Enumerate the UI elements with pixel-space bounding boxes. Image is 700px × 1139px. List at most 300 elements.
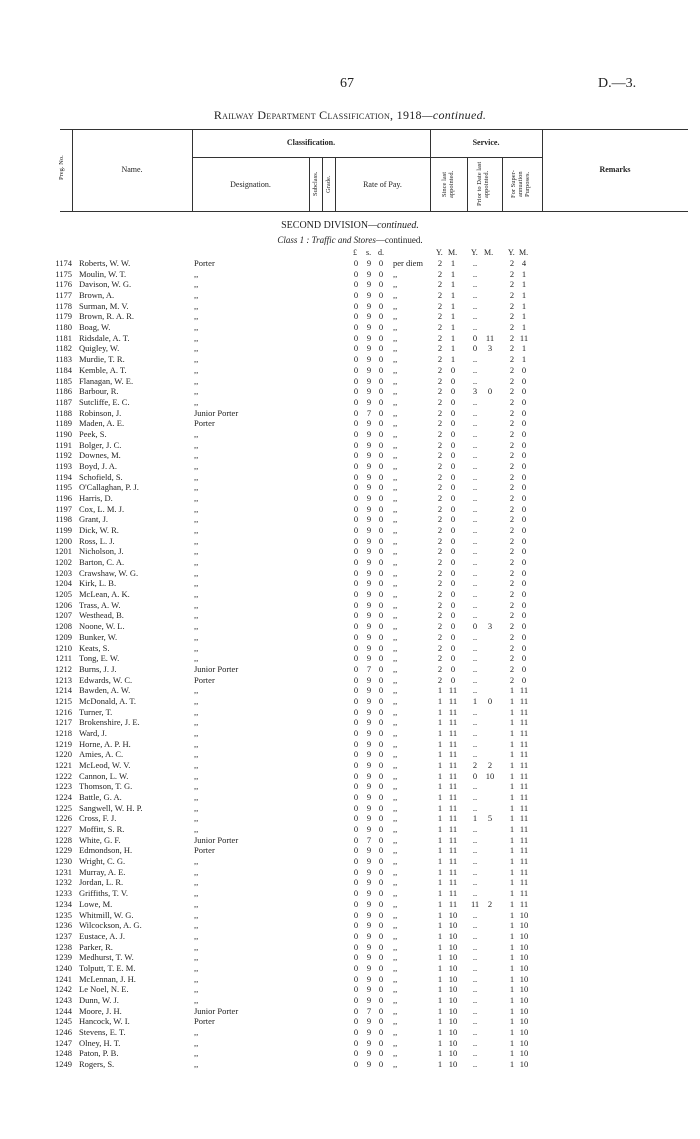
pay-basis-cell: ,, <box>393 386 398 397</box>
pay-pence-cell: 0 <box>378 482 384 493</box>
prior-years-cell: .. <box>472 546 478 557</box>
pay-basis-cell: ,, <box>393 738 398 749</box>
since-last-years-cell: 1 <box>437 685 443 696</box>
since-last-years-cell: 2 <box>437 407 443 418</box>
super-months-cell: 0 <box>521 460 527 471</box>
name-cell: Battle, G. A. <box>79 792 122 802</box>
table-row <box>0 781 700 791</box>
since-last-years-cell: 1 <box>437 1016 443 1027</box>
prior-years-cell: .. <box>472 493 478 503</box>
name-cell: Griffiths, T. V. <box>79 888 129 899</box>
super-years-cell: 2 <box>509 258 515 268</box>
super-years-cell: 1 <box>509 749 515 760</box>
designation-cell: ,, <box>194 546 199 557</box>
since-last-months-cell: 0 <box>450 407 456 418</box>
pay-pounds-cell: 0 <box>353 493 359 503</box>
super-months-cell: 10 <box>519 962 529 973</box>
name-cell: Brown, R. A. R. <box>79 311 135 322</box>
since-last-months-cell: 10 <box>448 994 458 1005</box>
since-last-months-cell: 1 <box>450 343 456 354</box>
super-years-cell: 2 <box>509 546 515 557</box>
since-last-years-cell: 2 <box>437 354 443 365</box>
preg-no-cell: 1215 <box>55 695 72 706</box>
name-cell: Brown, A. <box>79 290 115 300</box>
since-last-years-cell: 2 <box>437 674 443 685</box>
pay-pounds-cell: 0 <box>353 428 359 439</box>
since-last-years-cell: 1 <box>437 930 443 941</box>
pay-pence-cell: 0 <box>378 813 384 824</box>
super-years-cell: 2 <box>509 450 515 461</box>
since-last-years-cell: 1 <box>437 824 443 834</box>
unit-years-1: Y. <box>436 248 443 257</box>
pay-basis-cell: ,, <box>393 343 398 354</box>
prior-years-cell: .. <box>472 535 478 546</box>
preg-no-cell: 1242 <box>55 984 72 995</box>
pay-pounds-cell: 0 <box>353 738 359 749</box>
table-row <box>0 749 700 759</box>
pay-pounds-cell: 0 <box>353 375 359 386</box>
preg-no-cell: 1184 <box>55 364 72 375</box>
pay-pence-cell: 0 <box>378 428 384 439</box>
pay-shillings-cell: 9 <box>366 792 372 802</box>
pay-basis-cell: ,, <box>393 1048 398 1059</box>
prior-years-cell: 3 <box>472 386 478 397</box>
pay-pence-cell: 0 <box>378 1016 384 1027</box>
name-cell: Crawshaw, W. G. <box>79 567 139 578</box>
pay-shillings-cell: 9 <box>366 268 372 279</box>
table-row <box>0 931 700 941</box>
table-row <box>0 536 700 546</box>
pay-shillings-cell: 9 <box>366 535 372 546</box>
pay-shillings-cell: 9 <box>366 877 372 888</box>
since-last-years-cell: 2 <box>437 482 443 493</box>
designation-cell: ,, <box>194 599 199 610</box>
since-last-months-cell: 0 <box>450 653 456 664</box>
pay-basis-cell: ,, <box>393 428 398 439</box>
super-years-cell: 1 <box>509 888 515 899</box>
since-last-months-cell: 11 <box>448 738 458 749</box>
since-last-years-cell: 2 <box>437 418 443 429</box>
pay-pounds-cell: 0 <box>353 439 359 450</box>
since-last-years-cell: 2 <box>437 663 443 674</box>
super-months-cell: 0 <box>521 503 527 514</box>
table-row <box>0 739 700 749</box>
pay-pence-cell: 0 <box>378 738 384 749</box>
designation-cell: ,, <box>194 930 199 941</box>
pay-basis-cell: ,, <box>393 642 398 653</box>
super-months-cell: 11 <box>519 727 529 738</box>
since-last-years-cell: 2 <box>437 631 443 642</box>
prior-years-cell: 1 <box>472 813 478 824</box>
super-months-cell: 0 <box>521 578 527 589</box>
preg-no-cell: 1176 <box>55 279 72 290</box>
designation-cell: ,, <box>194 642 199 653</box>
prior-years-cell: .. <box>472 514 478 525</box>
pay-basis-cell: ,, <box>393 856 398 867</box>
table-row <box>0 675 700 685</box>
super-years-cell: 2 <box>509 300 515 311</box>
preg-no-cell: 1210 <box>55 642 72 653</box>
table-row <box>0 1059 700 1069</box>
since-last-months-cell: 11 <box>448 866 458 877</box>
preg-no-cell: 1230 <box>55 856 72 867</box>
preg-no-cell: 1226 <box>55 813 72 824</box>
preg-no-cell: 1241 <box>55 973 72 984</box>
super-years-cell: 1 <box>509 1005 515 1016</box>
prior-years-cell: .. <box>472 920 478 931</box>
table-row <box>0 920 700 930</box>
designation-cell: Porter <box>194 845 215 856</box>
prior-years-cell: 0 <box>472 770 478 781</box>
prior-years-cell: .. <box>472 1059 478 1069</box>
pay-basis-cell: ,, <box>393 813 398 824</box>
designation-cell: ,, <box>194 909 199 920</box>
super-months-cell: 0 <box>521 567 527 578</box>
name-cell: Tolputt, T. E. M. <box>79 962 136 973</box>
super-months-cell: 0 <box>521 599 527 610</box>
designation-cell: ,, <box>194 493 199 503</box>
since-last-years-cell: 2 <box>437 258 443 268</box>
name-cell: Ward, J. <box>79 727 107 738</box>
super-years-cell: 2 <box>509 525 515 535</box>
preg-no-cell: 1208 <box>55 621 72 632</box>
name-cell: Thomson, T. G. <box>79 781 133 792</box>
super-months-cell: 11 <box>519 706 529 717</box>
prior-years-cell: .. <box>472 557 478 567</box>
designation-cell: Junior Porter <box>194 834 239 845</box>
name-cell: Davison, W. G. <box>79 279 132 290</box>
since-last-years-cell: 2 <box>437 428 443 439</box>
since-last-months-cell: 11 <box>448 824 458 834</box>
designation-cell: ,, <box>194 802 199 813</box>
since-last-years-cell: 1 <box>437 920 443 931</box>
pay-shillings-cell: 9 <box>366 1059 372 1069</box>
name-header: Name. <box>121 165 143 174</box>
pay-basis-cell: ,, <box>393 354 398 365</box>
designation-cell: ,, <box>194 781 199 792</box>
preg-no-cell: 1174 <box>55 258 72 268</box>
pay-pounds-cell: 0 <box>353 845 359 856</box>
name-cell: Peek, S. <box>79 428 107 439</box>
pay-shillings-cell: 9 <box>366 418 372 429</box>
since-last-years-cell: 1 <box>437 1059 443 1069</box>
since-last-months-cell: 0 <box>450 364 456 375</box>
pay-pounds-cell: 0 <box>353 941 359 952</box>
since-last-months-cell: 0 <box>450 460 456 471</box>
since-last-months-cell: 1 <box>450 332 456 343</box>
preg-no-cell: 1190 <box>55 428 72 439</box>
since-last-years-cell: 2 <box>437 439 443 450</box>
pay-shillings-cell: 9 <box>366 428 372 439</box>
pay-shillings-cell: 9 <box>366 781 372 792</box>
pay-pounds-cell: 0 <box>353 909 359 920</box>
since-last-months-cell: 11 <box>448 877 458 888</box>
rate-of-pay-header: Rate of Pay. <box>363 180 402 189</box>
designation-cell: Junior Porter <box>194 1005 239 1016</box>
super-months-cell: 11 <box>519 866 529 877</box>
super-years-cell: 1 <box>509 717 515 728</box>
col-divider <box>467 157 468 211</box>
pay-shillings-cell: 9 <box>366 856 372 867</box>
since-last-months-cell: 11 <box>448 727 458 738</box>
preg-no-cell: 1188 <box>55 407 72 418</box>
pay-pounds-cell: 0 <box>353 770 359 781</box>
table-row <box>0 514 700 524</box>
preg-no-cell: 1204 <box>55 578 72 589</box>
table-row <box>0 343 700 353</box>
since-last-header: Since last appointed. <box>441 170 455 198</box>
table-row <box>0 418 700 428</box>
prior-years-cell: .. <box>472 460 478 471</box>
pay-basis-cell: ,, <box>393 994 398 1005</box>
pay-pounds-cell: 0 <box>353 642 359 653</box>
super-months-cell: 0 <box>521 471 527 482</box>
designation-cell: ,, <box>194 290 199 300</box>
super-years-cell: 1 <box>509 973 515 984</box>
since-last-months-cell: 11 <box>448 749 458 760</box>
table-row <box>0 974 700 984</box>
pay-pounds-cell: 0 <box>353 1016 359 1027</box>
super-years-cell: 2 <box>509 279 515 290</box>
preg-no-cell: 1236 <box>55 920 72 931</box>
preg-no-cell: 1196 <box>55 493 72 503</box>
pay-shillings-cell: 9 <box>366 525 372 535</box>
pay-pounds-cell: 0 <box>353 589 359 600</box>
table-row <box>0 1016 700 1026</box>
table-row <box>0 867 700 877</box>
table-row <box>0 301 700 311</box>
designation-header: Designation. <box>230 180 271 189</box>
title-continued: —continued. <box>421 108 487 122</box>
since-last-months-cell: 0 <box>450 471 456 482</box>
table-row <box>0 1048 700 1058</box>
prior-years-cell: .. <box>472 610 478 621</box>
name-cell: Roberts, W. W. <box>79 258 131 268</box>
super-years-cell: 2 <box>509 503 515 514</box>
super-months-cell: 0 <box>521 546 527 557</box>
pay-pence-cell: 0 <box>378 749 384 760</box>
table-row <box>0 1006 700 1016</box>
pay-shillings-cell: 9 <box>366 386 372 397</box>
table-row <box>0 717 700 727</box>
name-cell: Olney, H. T. <box>79 1037 121 1048</box>
since-last-months-cell: 11 <box>448 802 458 813</box>
preg-no-cell: 1179 <box>55 311 72 322</box>
since-last-years-cell: 1 <box>437 877 443 888</box>
pay-pence-cell: 0 <box>378 567 384 578</box>
super-years-cell: 2 <box>509 322 515 333</box>
table-row <box>0 600 700 610</box>
since-last-years-cell: 1 <box>437 738 443 749</box>
pay-pounds-cell: 0 <box>353 877 359 888</box>
designation-cell: Porter <box>194 674 215 685</box>
pay-shillings-cell: 9 <box>366 930 372 941</box>
pay-pence-cell: 0 <box>378 717 384 728</box>
pay-pounds-cell: 0 <box>353 300 359 311</box>
since-last-months-cell: 10 <box>448 973 458 984</box>
pay-shillings-cell: 9 <box>366 471 372 482</box>
pay-pounds-cell: 0 <box>353 599 359 610</box>
prior-years-cell: .. <box>472 866 478 877</box>
super-months-cell: 11 <box>519 738 529 749</box>
prior-years-cell: .. <box>472 738 478 749</box>
super-years-cell: 2 <box>509 268 515 279</box>
table-row <box>0 963 700 973</box>
pay-pence-cell: 0 <box>378 695 384 706</box>
pay-shillings-cell: 9 <box>366 738 372 749</box>
table-row <box>0 995 700 1005</box>
unit-months-1: M. <box>448 248 458 257</box>
since-last-years-cell: 1 <box>437 813 443 824</box>
page-number: 67 <box>340 76 354 91</box>
pay-basis-cell: ,, <box>393 546 398 557</box>
preg-no-cell: 1203 <box>55 567 72 578</box>
preg-no-cell: 1240 <box>55 962 72 973</box>
since-last-years-cell: 2 <box>437 322 443 333</box>
pay-basis-cell: ,, <box>393 567 398 578</box>
name-cell: McLeod, W. V. <box>79 760 131 770</box>
super-years-cell: 1 <box>509 727 515 738</box>
super-months-cell: 10 <box>519 1016 529 1027</box>
since-last-years-cell: 2 <box>437 557 443 567</box>
unit-months-2: M. <box>484 248 494 257</box>
classification-header: Classification. <box>286 138 336 147</box>
preg-no-cell: 1232 <box>55 877 72 888</box>
super-months-cell: 0 <box>521 407 527 418</box>
since-last-years-cell: 1 <box>437 727 443 738</box>
since-last-months-cell: 0 <box>450 375 456 386</box>
name-cell: Keats, S. <box>79 642 110 653</box>
pay-pence-cell: 0 <box>378 1005 384 1016</box>
pay-basis-cell: ,, <box>393 1037 398 1048</box>
pay-shillings-cell: 9 <box>366 962 372 973</box>
pay-pence-cell: 0 <box>378 525 384 535</box>
name-cell: Lowe, M. <box>79 898 113 909</box>
designation-cell: ,, <box>194 695 199 706</box>
pay-shillings-cell: 9 <box>366 1027 372 1037</box>
pay-pence-cell: 0 <box>378 450 384 461</box>
super-months-cell: 10 <box>519 1048 529 1059</box>
name-cell: Nicholson, J. <box>79 546 124 557</box>
super-months-cell: 0 <box>521 525 527 535</box>
pay-pounds-cell: 0 <box>353 1037 359 1048</box>
designation-cell: ,, <box>194 866 199 877</box>
prior-years-cell: .. <box>472 1005 478 1016</box>
since-last-months-cell: 0 <box>450 482 456 493</box>
super-months-cell: 0 <box>521 418 527 429</box>
since-last-months-cell: 1 <box>450 300 456 311</box>
since-last-years-cell: 2 <box>437 514 443 525</box>
since-last-months-cell: 11 <box>448 834 458 845</box>
pay-pence-cell: 0 <box>378 727 384 738</box>
since-last-years-cell: 1 <box>437 866 443 877</box>
prior-years-cell: .. <box>472 792 478 802</box>
since-last-months-cell: 0 <box>450 610 456 621</box>
prior-years-cell: .. <box>472 717 478 728</box>
prior-years-cell: 1 <box>472 695 478 706</box>
preg-no-cell: 1216 <box>55 706 72 717</box>
since-last-months-cell: 10 <box>448 984 458 995</box>
pay-shillings-cell: 9 <box>366 898 372 909</box>
prior-years-cell: .. <box>472 663 478 674</box>
preg-no-cell: 1193 <box>55 460 72 471</box>
pay-basis-cell: ,, <box>393 268 398 279</box>
since-last-months-cell: 0 <box>450 578 456 589</box>
pay-pounds-cell: 0 <box>353 856 359 867</box>
super-months-cell: 11 <box>519 685 529 696</box>
since-last-months-cell: 0 <box>450 663 456 674</box>
since-last-years-cell: 2 <box>437 450 443 461</box>
pay-basis-cell: ,, <box>393 760 398 770</box>
designation-cell: ,, <box>194 813 199 824</box>
since-last-months-cell: 0 <box>450 674 456 685</box>
prior-years-cell: .. <box>472 599 478 610</box>
super-years-cell: 2 <box>509 428 515 439</box>
super-months-cell: 11 <box>519 813 529 824</box>
pay-pounds-cell: 0 <box>353 824 359 834</box>
designation-cell: ,, <box>194 311 199 322</box>
pay-pence-cell: 0 <box>378 332 384 343</box>
designation-cell: ,, <box>194 450 199 461</box>
preg-no-cell: 1222 <box>55 770 72 781</box>
pay-basis-cell: ,, <box>393 1016 398 1027</box>
since-last-months-cell: 0 <box>450 439 456 450</box>
since-last-years-cell: 2 <box>437 268 443 279</box>
super-months-cell: 0 <box>521 364 527 375</box>
preg-no-cell: 1194 <box>55 471 72 482</box>
name-cell: Sangwell, W. H. P. <box>79 802 143 813</box>
pay-pence-cell: 0 <box>378 535 384 546</box>
designation-cell: ,, <box>194 824 199 834</box>
since-last-years-cell: 2 <box>437 471 443 482</box>
super-years-cell: 1 <box>509 760 515 770</box>
super-months-cell: 11 <box>519 898 529 909</box>
super-years-cell: 2 <box>509 578 515 589</box>
preg-no-cell: 1195 <box>55 482 72 493</box>
pay-basis-cell: per diem <box>393 258 423 268</box>
pay-basis-cell: ,, <box>393 535 398 546</box>
table-row <box>0 482 700 492</box>
pay-pence-cell: 0 <box>378 631 384 642</box>
pay-pounds-cell: 0 <box>353 781 359 792</box>
since-last-months-cell: 10 <box>448 1059 458 1069</box>
pay-pence-cell: 0 <box>378 396 384 407</box>
pay-pence-cell: 0 <box>378 311 384 322</box>
pay-pounds-cell: 0 <box>353 364 359 375</box>
pay-pounds-cell: 0 <box>353 1027 359 1037</box>
pay-pounds-cell: 0 <box>353 663 359 674</box>
pay-pence-cell: 0 <box>378 439 384 450</box>
pay-basis-cell: ,, <box>393 610 398 621</box>
pay-shillings-cell: 9 <box>366 514 372 525</box>
preg-no-cell: 1244 <box>55 1005 72 1016</box>
pay-shillings-cell: 9 <box>366 589 372 600</box>
since-last-years-cell: 1 <box>437 1048 443 1059</box>
table-row <box>0 578 700 588</box>
super-months-cell: 11 <box>519 760 529 770</box>
pay-pounds-cell: 0 <box>353 290 359 300</box>
prior-years-cell: .. <box>472 290 478 300</box>
class-heading <box>0 235 700 245</box>
prior-months-cell: 0 <box>487 695 493 706</box>
prior-years-cell: .. <box>472 258 478 268</box>
super-years-cell: 2 <box>509 471 515 482</box>
pay-shillings-cell: 9 <box>366 695 372 706</box>
prior-years-cell: 2 <box>472 760 478 770</box>
preg-no-cell: 1217 <box>55 717 72 728</box>
table-row <box>0 760 700 770</box>
super-years-cell: 2 <box>509 418 515 429</box>
